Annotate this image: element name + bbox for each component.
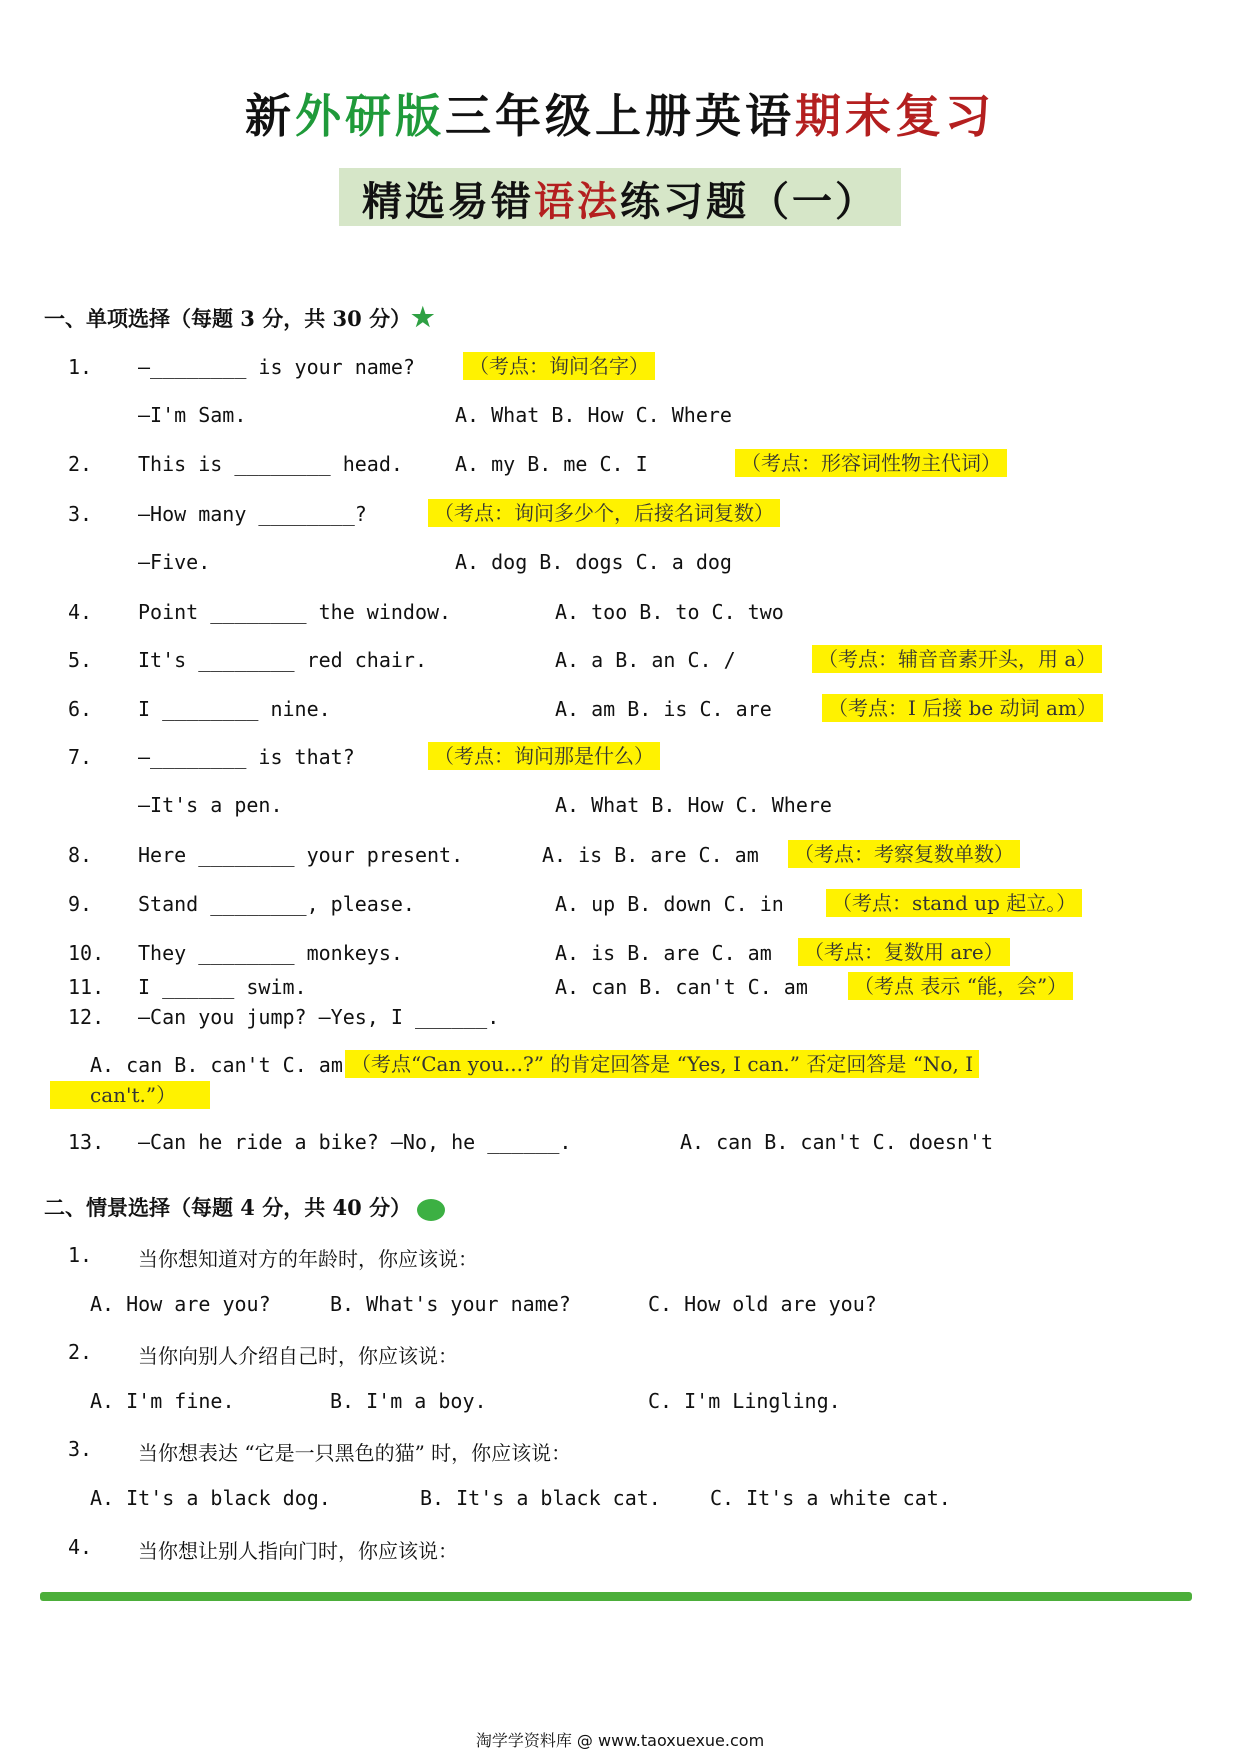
question-number: 4. [68,1535,93,1559]
question-number: 5. [68,648,93,672]
question-text: This is ________ head. [138,452,403,476]
question-options: A. up B. down C. in [555,892,784,916]
option-a: A. It's a black dog. [90,1486,331,1510]
question-options: A. What B. How C. Where [455,403,732,427]
question-text: It's ________ red chair. [138,648,427,672]
page-title [0,80,1240,146]
option-a: A. How are you? [90,1292,271,1316]
question-text: —________ is your name? [138,355,415,379]
question-text: —Can he ride a bike? —No, he ______. [138,1130,572,1154]
question-options: A. too B. to C. two [555,600,784,624]
subtitle-part-1: 精选易错 [362,178,534,225]
tip-highlight: （考点“Can you...?” 的肯定回答是 “Yes, I can.” 否定回答是 “No, I [345,1050,979,1078]
question-text: 当你想知道对方的年龄时，你应该说： [138,1247,478,1271]
tip-highlight: （考点：询问那是什么） [428,742,660,770]
tip-highlight: （考点：辅音音素开头，用 a） [812,645,1102,673]
tip-highlight: （考点：询问多少个，后接名词复数） [428,499,780,527]
question-options: A. is B. are C. am [555,941,772,965]
tip-highlight-continued: can't.”） [50,1081,210,1109]
question-number: 7. [68,745,93,769]
green-dot-icon [417,1199,445,1221]
question-options: A. is B. are C. am [542,843,759,867]
question-text: 当你向别人介绍自己时，你应该说： [138,1344,458,1368]
question-options: A. dog B. dogs C. a dog [455,550,732,574]
question-text: Stand ________, please. [138,892,415,916]
footer-watermark: 淘学学资料库 @ www.taoxuexue.com [475,1731,765,1750]
question-number: 3. [68,1437,93,1461]
question-number: 2. [68,1340,93,1364]
question-options: A. a B. an C. / [555,648,736,672]
question-number: 6. [68,697,93,721]
title-part-2: 外研版 [295,89,445,143]
title-part-3: 三年级上册英语 [445,89,795,143]
question-options: A. can B. can't C. am [90,1053,343,1077]
tip-highlight: （考点 表示 “能，会”） [848,972,1073,1000]
section2-heading-text: 二、情景选择（每题 4 分，共 40 分） [44,1195,412,1220]
section1-heading-text: 一、单项选择（每题 3 分，共 30 分） [44,306,412,331]
option-b: B. It's a black cat. [420,1486,661,1510]
title-part-4: 期末复习 [795,89,995,143]
option-c: C. I'm Lingling. [648,1389,841,1413]
question-options: A. can B. can't C. am [555,975,808,999]
question-number: 13. [68,1130,105,1154]
answer-line: —It's a pen. [138,793,283,817]
tip-highlight: （考点：形容词性物主代词） [735,449,1007,477]
option-c: C. How old are you? [648,1292,877,1316]
question-text: 当你想让别人指向门时，你应该说： [138,1539,458,1563]
section1-heading [44,303,434,333]
question-number: 8. [68,843,93,867]
question-text: 当你想表达 “它是一只黑色的猫” 时，你应该说： [138,1441,572,1465]
question-number: 3. [68,502,93,526]
option-c: C. It's a white cat. [710,1486,951,1510]
question-number: 1. [68,1243,93,1267]
question-number: 1. [68,355,93,379]
question-number: 9. [68,892,93,916]
question-text: —Can you jump? —Yes, I ______. [138,1005,500,1029]
subtitle-part-3: 练习题（一） [620,178,878,225]
title-part-1: 新 [245,89,295,143]
question-text: I ________ nine. [138,697,331,721]
question-number: 10. [68,941,105,965]
question-number: 2. [68,452,93,476]
answer-line: —I'm Sam. [138,403,247,427]
tip-highlight: （考点：询问名字） [463,352,655,380]
question-options: A. can B. can't C. doesn't [680,1130,994,1154]
question-options: A. my B. me C. I [455,452,648,476]
question-number: 4. [68,600,93,624]
question-text: —________ is that? [138,745,355,769]
question-options: A. What B. How C. Where [555,793,832,817]
option-b: B. I'm a boy. [330,1389,487,1413]
question-options: A. am B. is C. are [555,697,772,721]
page-subtitle [339,170,901,227]
tip-highlight: （考点：考察复数单数） [788,840,1020,868]
subtitle-part-2: 语法 [534,178,620,225]
tip-highlight: （考点：I 后接 be 动词 am） [822,694,1103,722]
question-text: —How many ________? [138,502,367,526]
question-text: I ______ swim. [138,975,307,999]
option-a: A. I'm fine. [90,1389,235,1413]
question-text: Point ________ the window. [138,600,452,624]
question-number: 11. [68,975,105,999]
section2-heading [44,1192,445,1222]
question-number: 12. [68,1005,105,1029]
tip-highlight: （考点：复数用 are） [798,938,1010,966]
tip-highlight: （考点：stand up 起立。） [826,889,1082,917]
divider-bar [40,1592,1192,1601]
star-icon: ★ [411,303,435,333]
question-text: Here ________ your present. [138,843,464,867]
question-text: They ________ monkeys. [138,941,403,965]
option-b: B. What's your name? [330,1292,571,1316]
answer-line: —Five. [138,550,211,574]
